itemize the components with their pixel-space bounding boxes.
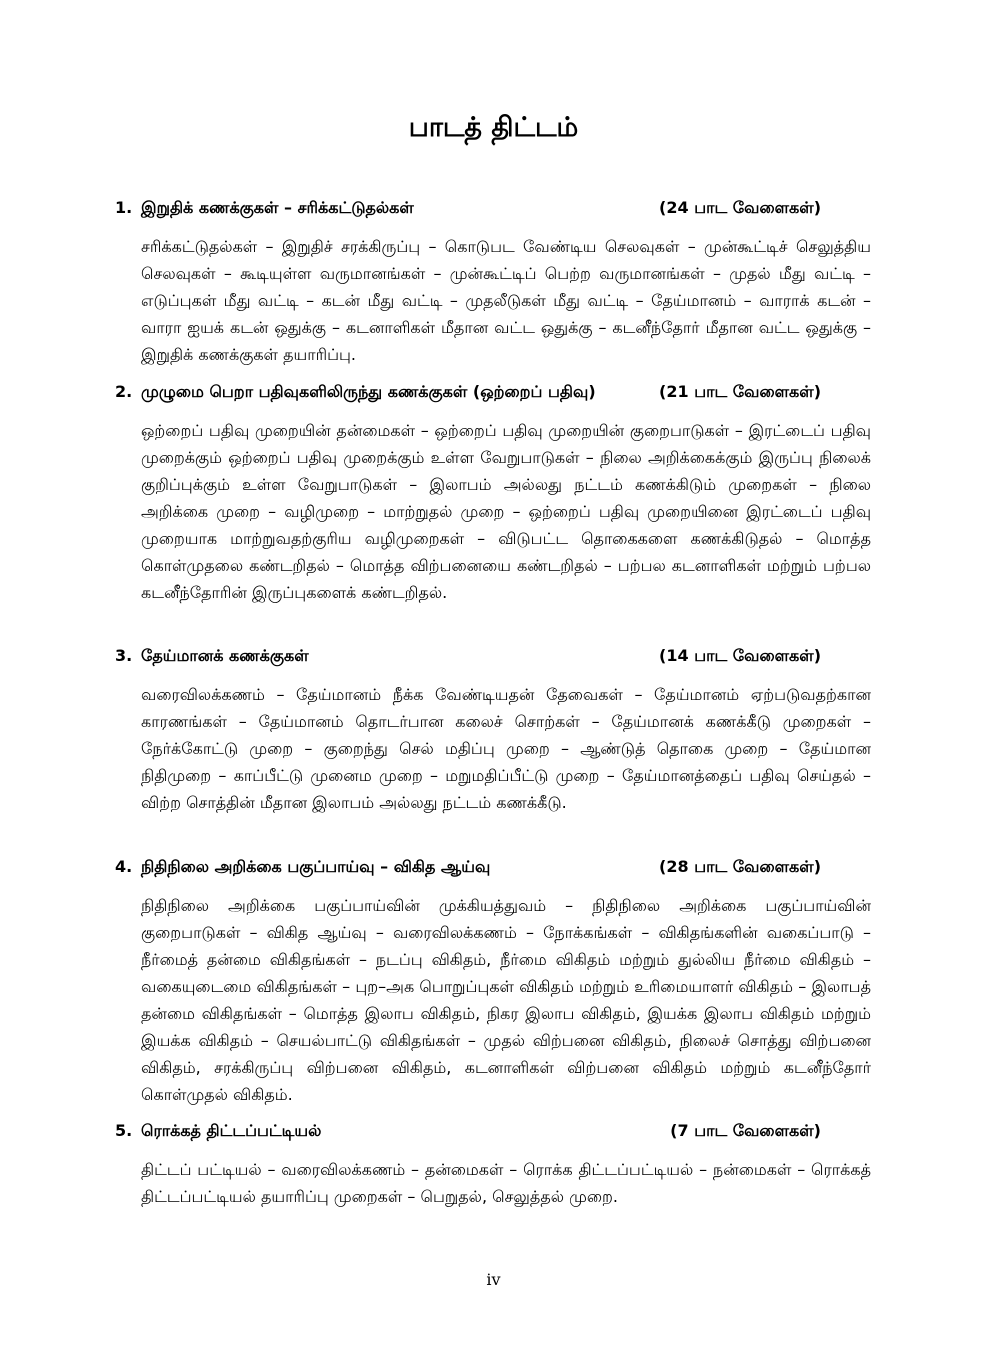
unit-3-number: 3. <box>115 646 133 665</box>
unit-4-heading <box>115 855 821 879</box>
unit-1-content: சரிக்கட்டுதல்கள் – இறுதிச் சரக்கிருப்பு – கொடுபட வேண்டிய செலவுகள் – முன்கூட்டிச் செலுத்திய செலவுகள் – கூடியுள்ள வருமானங்கள் – முன்கூட்டிப் பெற்ற வருமானங்கள் – முதல் மீது வட்டி – எடுப்புகள் மீது வட்டி – கடன் மீது வட்டி – முதலீடுகள் மீது வட்டி – தேய்மானம் – வாராக் கடன் – வாரா ஐயக் கடன் ஒதுக்கு – கடனாளிகள் மீதான வட்ட ஒதுக்கு – கடனீந்தோர் மீதான வட்ட ஒதுக்கு – இறுதிக் கணக்குகள் தயாரிப்பு. <box>141 237 871 364</box>
unit-4-hours: (28 பாட வேளைகள்) <box>659 857 821 876</box>
unit-5-hours: (7 பாட வேளைகள்) <box>670 1121 821 1140</box>
unit-5-title: ரொக்கத் திட்டப்பட்டியல் <box>141 1121 322 1140</box>
unit-1-number: 1. <box>115 198 133 217</box>
unit-3-title: தேய்மானக் கணக்குகள் <box>141 646 309 665</box>
unit-1-title: இறுதிக் கணக்குகள் – சரிக்கட்டுதல்கள் <box>141 198 414 217</box>
unit-2-title: முழுமை பெறா பதிவுகளிலிருந்து கணக்குகள் (ஒற்றைப் பதிவு) <box>141 382 596 401</box>
page-number: iv <box>486 1270 501 1289</box>
unit-3-hours: (14 பாட வேளைகள்) <box>659 646 821 665</box>
unit-5-content: திட்டப் பட்டியல் – வரைவிலக்கணம் – தன்மைகள் – ரொக்க திட்டப்பட்டியல் – நன்மைகள் – ரொக்கத் திட்டப்பட்டியல் தயாரிப்பு முறைகள் – பெறுதல், செலுத்தல் முறை. <box>141 1160 871 1206</box>
unit-4-number: 4. <box>115 857 133 876</box>
unit-1-hours: (24 பாட வேளைகள்) <box>659 198 821 217</box>
page-title: பாடத் திட்டம் <box>408 112 579 143</box>
unit-1-heading <box>115 196 821 220</box>
unit-3-heading <box>115 644 821 668</box>
unit-3-content: வரைவிலக்கணம் – தேய்மானம் நீக்க வேண்டியதன் தேவைகள் – தேய்மானம் ஏற்படுவதற்கான காரணங்கள் – தேய்மானம் தொடர்பான கலைச் சொற்கள் – தேய்மானக் கணக்கீடு முறைகள் – நேர்க்கோட்டு முறை – குறைந்து செல் மதிப்பு முறை – ஆண்டுத் தொகை முறை – தேய்மான நிதிமுறை – காப்பீட்டு முனைம முறை – மறுமதிப்பீட்டு முறை – தேய்மானத்தைப் பதிவு செய்தல் – விற்ற சொத்தின் மீதான இலாபம் அல்லது நட்டம் கணக்கீடு. <box>141 685 871 812</box>
unit-4-title: நிதிநிலை அறிக்கை பகுப்பாய்வு – விகித ஆய்வு <box>141 857 491 876</box>
unit-5-number: 5. <box>115 1121 133 1140</box>
unit-2-hours: (21 பாட வேளைகள்) <box>659 382 821 401</box>
unit-2-number: 2. <box>115 382 133 401</box>
unit-2-content: ஒற்றைப் பதிவு முறையின் தன்மைகள் – ஒற்றைப் பதிவு முறையின் குறைபாடுகள் – இரட்டைப் பதிவு முறைக்கும் ஒற்றைப் பதிவு முறைக்கும் உள்ள வேறுபாடுகள் – நிலை அறிக்கைக்கும் இருப்பு நிலைக் குறிப்புக்கும் உள்ள வேறுபாடுகள் – இலாபம் அல்லது நட்டம் கணக்கிடும் முறைகள் – நிலை அறிக்கை முறை – வழிமுறை – மாற்றுதல் முறை – ஒற்றைப் பதிவு முறையினை இரட்டைப் பதிவு முறையாக மாற்றுவதற்குரிய வழிமுறைகள் – விடுபட்ட தொகைகளை கணக்கிடுதல் – மொத்த கொள்முதலை கண்டறிதல் – மொத்த விற்பனையை கண்டறிதல் – பற்பல கடனாளிகள் மற்றும் பற்பல கடனீந்தோரின் இருப்புகளைக் கண்டறிதல். <box>141 421 871 602</box>
unit-2-heading <box>115 380 821 404</box>
unit-5-heading <box>115 1119 821 1143</box>
unit-4-content: நிதிநிலை அறிக்கை பகுப்பாய்வின் முக்கியத்துவம் – நிதிநிலை அறிக்கை பகுப்பாய்வின் குறைபாடுகள் – விகித ஆய்வு – வரைவிலக்கணம் – நோக்கங்கள் – விகிதங்களின் வகைப்பாடு – நீர்மைத் தன்மை விகிதங்கள் – நடப்பு விகிதம், நீர்மை விகிதம் மற்றும் துல்லிய நீர்மை விகிதம் – வகையுடைமை விகிதங்கள் – புற–அக பொறுப்புகள் விகிதம் மற்றும் உரிமையாளர் விகிதம் – இலாபத் தன்மை விகிதங்கள் – மொத்த இலாப விகிதம், நிகர இலாப விகிதம், இயக்க இலாப விகிதம் மற்றும் இயக்க விகிதம் – செயல்பாட்டு விகிதங்கள் – முதல் விற்பனை விகிதம், நிலைச் சொத்து விற்பனை விகிதம், சரக்கிருப்பு விற்பனை விகிதம், கடனாளிகள் விற்பனை விகிதம் மற்றும் கடனீந்தோர் கொள்முதல் விகிதம். <box>141 896 871 1104</box>
